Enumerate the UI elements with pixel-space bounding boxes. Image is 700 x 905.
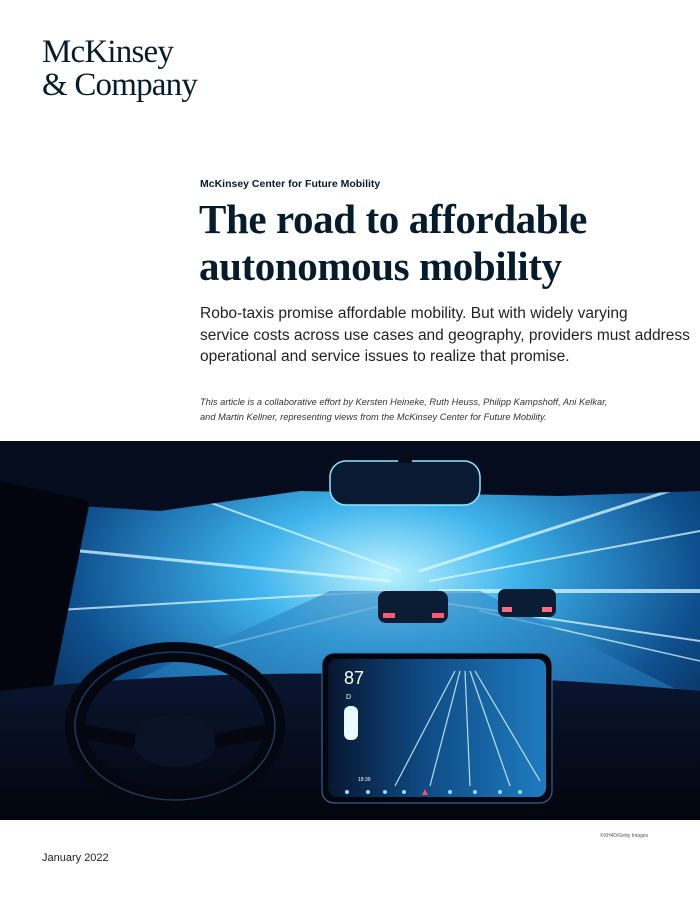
mckinsey-logo	[42, 36, 197, 102]
title-line-2: autonomous mobility	[199, 243, 562, 289]
credit-line-1: This article is a collaborative effort by Kersten Heineke, Ruth Heuss, Philipp Kampshoff, Ani Kelkar,	[200, 397, 608, 407]
title-line-1: The road to affordable	[199, 196, 587, 242]
credit-line-2: and Martin Kellner, representing views from the McKinsey Center for Future Mobility.	[200, 412, 547, 422]
clock-readout: 18:39	[358, 777, 371, 783]
article-dek	[200, 303, 690, 368]
dek-line-1: Robo-taxis promise affordable mobility. But with widely varying	[200, 305, 628, 322]
car-ahead-left	[378, 591, 448, 623]
car-interior-illustration	[0, 441, 700, 820]
logo-line-1: McKinsey	[42, 34, 174, 70]
dek-line-2: service costs across use cases and geography, providers must address	[200, 326, 690, 344]
dek-line-3: operational and service issues to realize that promise.	[200, 348, 570, 365]
image-credit: ©XH4D/Getty Images	[600, 833, 649, 839]
gear-indicator: D	[346, 694, 352, 701]
infotainment-screen	[322, 653, 552, 803]
hero-image	[0, 441, 700, 820]
publication-date: January 2022	[42, 852, 109, 864]
logo-line-2: & Company	[42, 67, 198, 103]
author-credit	[200, 395, 607, 425]
article-title	[199, 196, 587, 290]
section-eyebrow: McKinsey Center for Future Mobility	[200, 178, 381, 190]
speed-readout: 87	[344, 668, 365, 688]
car-ahead-right	[498, 589, 556, 617]
car-icon	[344, 706, 358, 740]
rear-view-mirror	[330, 461, 480, 505]
